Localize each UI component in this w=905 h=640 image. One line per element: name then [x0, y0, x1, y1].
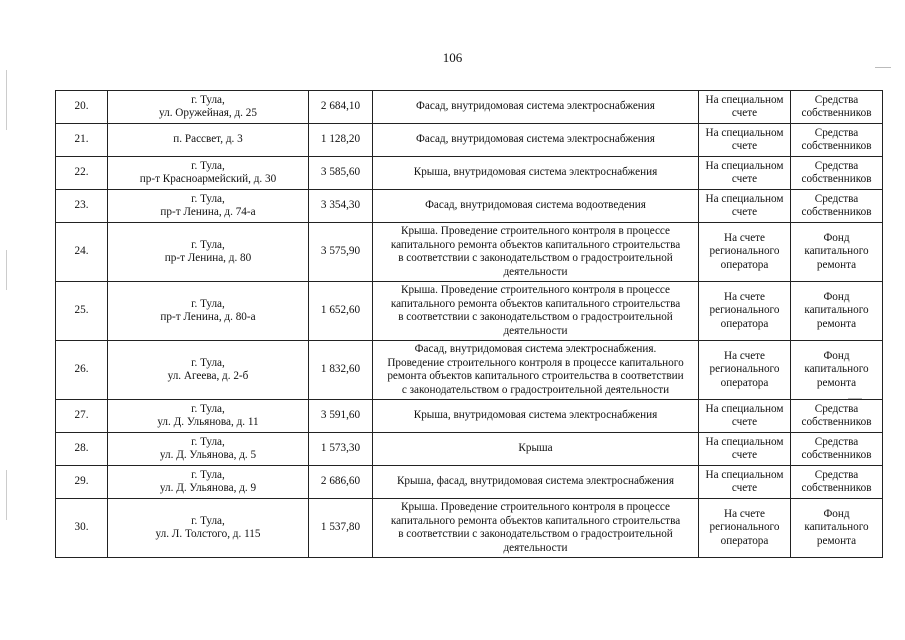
- funding-cell-line: собственников: [801, 107, 872, 119]
- address-cell: [108, 157, 309, 190]
- area-cell: [309, 341, 373, 400]
- account-cell: [699, 223, 791, 282]
- area-cell: [309, 499, 373, 558]
- works-cell-line: ремонта объектов капитального строительства в соответствии: [387, 370, 684, 382]
- area-cell-line: 3 354,30: [320, 199, 361, 212]
- account-cell: [699, 282, 791, 341]
- account-cell-line: На специальном: [705, 402, 784, 415]
- table-row: [56, 433, 883, 466]
- account-cell-line: регионального: [709, 304, 780, 317]
- table-row: [56, 466, 883, 499]
- row-number-cell-line: 23.: [74, 199, 89, 212]
- address-cell-line: ул. Д. Ульянова, д. 5: [159, 449, 257, 461]
- area-cell-line: 2 684,10: [320, 100, 361, 113]
- works-cell-line: Фасад, внутридомовая система электроснабжения: [416, 100, 655, 113]
- address-cell: [108, 190, 309, 223]
- row-number-cell-line: 30.: [74, 521, 89, 534]
- account-cell-line: счете: [731, 140, 758, 152]
- address-cell-line: пр-т Ленина, д. 74-а: [160, 206, 256, 218]
- area-cell-line: 1 652,60: [320, 304, 361, 317]
- account-cell-line: На счете: [723, 231, 766, 244]
- account-cell: [699, 124, 791, 157]
- account-cell-line: На специальном: [705, 159, 784, 172]
- account-cell: [699, 91, 791, 124]
- area-cell: [309, 157, 373, 190]
- row-number-cell-line: 24.: [74, 245, 89, 258]
- funding-cell-line: собственников: [801, 206, 872, 218]
- account-cell-line: оператора: [720, 534, 769, 547]
- funding-cell-line: ремонта: [816, 376, 857, 389]
- table-row: [56, 499, 883, 558]
- table-row: [56, 157, 883, 190]
- account-cell: [699, 400, 791, 433]
- account-cell-line: счете: [731, 173, 758, 185]
- address-cell-line: г. Тула,: [191, 93, 225, 106]
- funding-cell-line: Фонд: [823, 290, 850, 303]
- account-cell: [699, 157, 791, 190]
- funding-cell-line: капитального: [804, 521, 869, 534]
- funding-cell-line: Средства: [814, 126, 859, 139]
- works-cell-line: Проведение строительного контроля в процессе капитального: [387, 356, 684, 369]
- works-cell: [373, 223, 699, 282]
- address-cell: [108, 433, 309, 466]
- address-cell-line: г. Тула,: [191, 238, 225, 251]
- funding-cell: [791, 223, 883, 282]
- area-cell: [309, 282, 373, 341]
- funding-cell: [791, 400, 883, 433]
- row-number-cell: [56, 499, 108, 558]
- account-cell-line: счете: [731, 449, 758, 461]
- works-cell: [373, 157, 699, 190]
- works-cell-line: Крыша. Проведение строительного контроля в процессе: [401, 284, 670, 296]
- works-cell-line: капитального ремонта объектов капитального строительства: [390, 514, 681, 527]
- works-cell-line: Крыша, фасад, внутридомовая система электроснабжения: [396, 475, 675, 488]
- row-number-cell: [56, 124, 108, 157]
- area-cell: [309, 400, 373, 433]
- funding-cell: [791, 499, 883, 558]
- works-cell-line: Фасад, внутридомовая система электроснабжения: [416, 133, 655, 146]
- funding-cell-line: ремонта: [816, 317, 857, 330]
- table-row: [56, 190, 883, 223]
- account-cell-line: На специальном: [705, 468, 784, 481]
- account-cell-line: оператора: [720, 376, 769, 389]
- works-cell-line: в соответствии с законодательством о градостроительной: [398, 528, 673, 540]
- row-number-cell-line: 28.: [74, 442, 89, 455]
- area-cell: [309, 190, 373, 223]
- address-cell: [108, 91, 309, 124]
- left-edge-mark: [6, 70, 7, 130]
- account-cell-line: На специальном: [705, 435, 784, 448]
- works-cell-line: Фасад, внутридомовая система водоотведения: [425, 199, 646, 212]
- address-cell-line: ул. Д. Ульянова, д. 11: [157, 416, 259, 428]
- account-cell: [699, 341, 791, 400]
- area-cell: [309, 466, 373, 499]
- left-edge-mark: [6, 470, 7, 520]
- account-cell: [699, 499, 791, 558]
- address-cell: [108, 223, 309, 282]
- address-cell-line: ул. Д. Ульянова, д. 9: [159, 482, 257, 494]
- area-cell-line: 1 573,30: [320, 442, 361, 455]
- page-number: 106: [442, 50, 463, 65]
- account-cell-line: На специальном: [705, 93, 784, 106]
- funding-cell-line: Средства: [814, 435, 859, 448]
- address-cell: [108, 124, 309, 157]
- funding-cell-line: ремонта: [816, 534, 857, 547]
- works-cell: [373, 433, 699, 466]
- table-row: [56, 400, 883, 433]
- works-cell-line: в соответствии с законодательством о градостроительной: [398, 252, 673, 264]
- row-number-cell-line: 29.: [74, 475, 89, 488]
- account-cell-line: счете: [731, 416, 758, 428]
- works-cell: [373, 282, 699, 341]
- works-cell-line: в соответствии с законодательством о градостроительной: [398, 311, 673, 323]
- funding-cell-line: Средства: [814, 402, 859, 415]
- account-cell-line: На счете: [723, 507, 766, 520]
- account-cell-line: регионального: [709, 363, 780, 376]
- address-cell: [108, 499, 309, 558]
- funding-cell: [791, 91, 883, 124]
- works-cell-line: капитального ремонта объектов капитального строительства: [390, 238, 681, 251]
- funding-cell: [791, 433, 883, 466]
- address-cell-line: г. Тула,: [191, 402, 225, 415]
- address-cell-line: г. Тула,: [191, 356, 225, 369]
- works-cell-line: деятельности: [503, 324, 568, 337]
- account-cell-line: счете: [731, 107, 758, 119]
- funding-cell-line: собственников: [801, 140, 872, 152]
- works-cell: [373, 466, 699, 499]
- area-cell-line: 3 575,90: [320, 245, 361, 258]
- address-cell-line: пр-т Ленина, д. 80: [164, 252, 252, 264]
- area-cell: [309, 433, 373, 466]
- works-cell-line: Фасад, внутридомовая система электроснабжения.: [414, 343, 657, 355]
- funding-cell: [791, 282, 883, 341]
- row-number-cell-line: 21.: [74, 133, 89, 146]
- address-cell-line: г. Тула,: [191, 297, 225, 310]
- address-cell-line: г. Тула,: [191, 468, 225, 481]
- row-number-cell: [56, 400, 108, 433]
- repair-plan-table: [55, 90, 883, 558]
- area-cell: [309, 223, 373, 282]
- works-cell-line: Крыша, внутридомовая система электроснабжения: [413, 166, 658, 179]
- works-cell-line: капитального ремонта объектов капитального строительства: [390, 297, 681, 310]
- row-number-cell: [56, 433, 108, 466]
- row-number-cell: [56, 190, 108, 223]
- works-cell-line: Крыша: [518, 442, 553, 455]
- row-number-cell-line: 20.: [74, 100, 89, 113]
- table-row: [56, 282, 883, 341]
- row-number-cell-line: 27.: [74, 409, 89, 422]
- funding-cell-line: собственников: [801, 449, 872, 461]
- area-cell-line: 1 128,20: [320, 133, 361, 146]
- row-number-cell: [56, 91, 108, 124]
- account-cell: [699, 190, 791, 223]
- funding-cell-line: капитального: [804, 363, 869, 376]
- address-cell: [108, 282, 309, 341]
- works-cell-line: Крыша. Проведение строительного контроля в процессе: [401, 501, 670, 513]
- account-cell-line: регионального: [709, 521, 780, 534]
- row-number-cell: [56, 223, 108, 282]
- address-cell-line: г. Тула,: [191, 192, 225, 205]
- works-cell: [373, 499, 699, 558]
- account-cell-line: оператора: [720, 258, 769, 271]
- funding-cell-line: капитального: [804, 304, 869, 317]
- address-cell: [108, 466, 309, 499]
- area-cell-line: 1 832,60: [320, 363, 361, 376]
- area-cell-line: 3 585,60: [320, 166, 361, 179]
- table-row: [56, 124, 883, 157]
- funding-cell-line: собственников: [801, 416, 872, 428]
- funding-cell: [791, 157, 883, 190]
- table-row: [56, 91, 883, 124]
- works-cell: [373, 124, 699, 157]
- address-cell: [108, 400, 309, 433]
- row-number-cell: [56, 466, 108, 499]
- funding-cell-line: капитального: [804, 245, 869, 258]
- account-cell-line: счете: [731, 482, 758, 494]
- works-cell: [373, 190, 699, 223]
- area-cell-line: 1 537,80: [320, 521, 361, 534]
- funding-cell-line: ремонта: [816, 258, 857, 271]
- funding-cell-line: Фонд: [823, 231, 850, 244]
- works-cell: [373, 400, 699, 433]
- address-cell: [108, 341, 309, 400]
- left-edge-mark: [6, 250, 7, 290]
- address-cell-line: ул. Л. Толстого, д. 115: [155, 528, 261, 540]
- account-cell-line: регионального: [709, 245, 780, 258]
- works-cell: [373, 341, 699, 400]
- funding-cell-line: Средства: [814, 159, 859, 172]
- address-cell-line: п. Рассвет, д. 3: [173, 133, 243, 146]
- funding-cell-line: Средства: [814, 468, 859, 481]
- row-number-cell: [56, 341, 108, 400]
- area-cell-line: 3 591,60: [320, 409, 361, 422]
- funding-cell-line: Средства: [814, 93, 859, 106]
- table-row: [56, 223, 883, 282]
- table-row: [56, 341, 883, 400]
- row-number-cell-line: 22.: [74, 166, 89, 179]
- account-cell: [699, 433, 791, 466]
- address-cell-line: пр-т Красноармейский, д. 30: [139, 173, 277, 185]
- account-cell-line: На счете: [723, 349, 766, 362]
- works-cell-line: с законодательством о градостроительной деятельности: [401, 383, 670, 396]
- address-cell-line: г. Тула,: [191, 435, 225, 448]
- address-cell-line: ул. Оружейная, д. 25: [159, 107, 257, 119]
- funding-cell-line: собственников: [801, 482, 872, 494]
- address-cell-line: пр-т Ленина, д. 80-а: [160, 311, 256, 323]
- address-cell-line: г. Тула,: [191, 514, 225, 527]
- account-cell-line: оператора: [720, 317, 769, 330]
- address-cell-line: ул. Агеева, д. 2-б: [167, 370, 249, 382]
- account-cell: [699, 466, 791, 499]
- works-cell-line: Крыша. Проведение строительного контроля в процессе: [401, 225, 670, 237]
- funding-cell: [791, 124, 883, 157]
- funding-cell: [791, 466, 883, 499]
- row-number-cell-line: 26.: [74, 363, 89, 376]
- address-cell-line: г. Тула,: [191, 159, 225, 172]
- funding-cell: [791, 190, 883, 223]
- account-cell-line: счете: [731, 206, 758, 218]
- funding-cell-line: Средства: [814, 192, 859, 205]
- right-margin-tick: [875, 67, 891, 68]
- account-cell-line: На счете: [723, 290, 766, 303]
- works-cell-line: Крыша, внутридомовая система электроснабжения: [413, 409, 658, 422]
- funding-cell: [791, 341, 883, 400]
- funding-cell-line: Фонд: [823, 349, 850, 362]
- works-cell: [373, 91, 699, 124]
- row-number-cell-line: 25.: [74, 304, 89, 317]
- area-cell-line: 2 686,60: [320, 475, 361, 488]
- row-number-cell: [56, 282, 108, 341]
- area-cell: [309, 124, 373, 157]
- funding-cell-line: Фонд: [823, 507, 850, 520]
- account-cell-line: На специальном: [705, 192, 784, 205]
- account-cell-line: На специальном: [705, 126, 784, 139]
- funding-cell-line: собственников: [801, 173, 872, 185]
- works-cell-line: деятельности: [503, 265, 568, 278]
- row-number-cell: [56, 157, 108, 190]
- area-cell: [309, 91, 373, 124]
- works-cell-line: деятельности: [503, 541, 568, 554]
